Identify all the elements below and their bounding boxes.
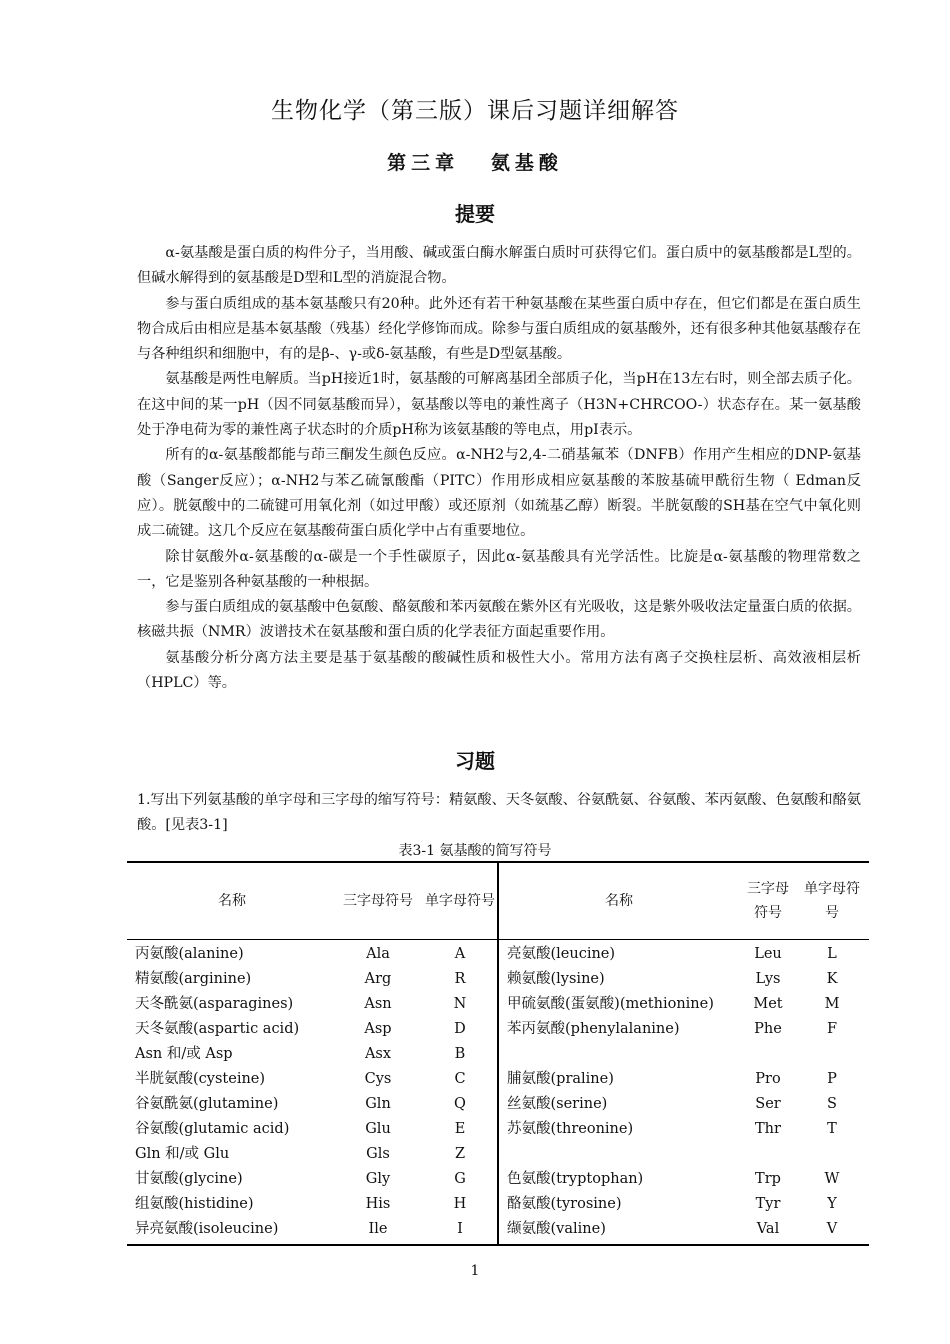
cell-three-letter: His xyxy=(365,1196,391,1212)
header-three-letter: 三字母符号 xyxy=(343,893,413,909)
summary-paragraph: 参与蛋白质组成的基本氨基酸只有20种。此外还有若干种氨基酸在某些蛋白质中存在，但它们都是在蛋白质生物合成后由相应是基本氨基酸（残基）经化学修饰而成。除参与蛋白质组成的氨基酸外，还有很多种其他氨基酸存在与各种组织和细胞中，有的是β-、γ-或δ-氨基酸，有些是D型氨基酸。 xyxy=(137,295,861,363)
cell-name: 甘氨酸(glycine) xyxy=(135,1171,243,1187)
cell-one-letter: R xyxy=(454,971,466,987)
cell-three-letter-right: Ser xyxy=(755,1096,781,1112)
cell-three-letter: Cys xyxy=(364,1071,392,1087)
header-one-letter: 单字母符号 xyxy=(425,893,495,909)
cell-three-letter: Gls xyxy=(366,1146,390,1162)
cell-name: 半胱氨酸(cysteine) xyxy=(135,1071,266,1087)
chapter-name: 氨基酸 xyxy=(490,152,563,174)
cell-one-letter-right: T xyxy=(827,1121,837,1137)
cell-name: 谷氨酰氨(glutamine) xyxy=(135,1096,279,1112)
cell-one-letter-right: K xyxy=(826,971,838,987)
cell-three-letter: Asx xyxy=(364,1046,392,1062)
cell-name-right: 亮氨酸(leucine) xyxy=(507,946,616,962)
chapter-number: 第三章 xyxy=(387,152,460,174)
cell-three-letter: Gly xyxy=(365,1171,391,1187)
header-one-letter-right: 单字母符号 xyxy=(804,881,860,921)
chapter-heading xyxy=(0,148,950,175)
table-row xyxy=(127,1017,869,1042)
cell-three-letter: Gln xyxy=(365,1096,391,1112)
question-1: 1.写出下列氨基酸的单字母和三字母的缩写符号：精氨酸、天冬氨酸、谷氨酰氨、谷氨酸、苯丙氨酸、色氨酸和酪氨酸。[见表3-1] xyxy=(137,792,861,834)
header-three-letter-right: 三字母符号 xyxy=(747,881,789,921)
cell-three-letter-right: Met xyxy=(753,996,783,1012)
cell-name: Asn 和/或 Asp xyxy=(135,1046,233,1062)
page-number: 1 xyxy=(470,1263,480,1279)
cell-name: 谷氨酸(glutamic acid) xyxy=(135,1121,290,1137)
cell-three-letter-right: Thr xyxy=(755,1121,781,1137)
cell-one-letter: I xyxy=(457,1221,463,1237)
cell-one-letter: E xyxy=(454,1121,466,1137)
cell-name-right: 脯氨酸(praline) xyxy=(507,1071,614,1087)
cell-one-letter: B xyxy=(454,1046,466,1062)
cell-name: 天冬氨酸(aspartic acid) xyxy=(135,1021,300,1037)
cell-name-right: 甲硫氨酸(蛋氨酸)(methionine) xyxy=(507,996,714,1012)
cell-one-letter-right: V xyxy=(826,1221,838,1237)
cell-name: 天冬酰氨(asparagines) xyxy=(135,996,294,1012)
cell-three-letter-right: Phe xyxy=(754,1021,782,1037)
cell-three-letter: Arg xyxy=(364,971,392,987)
cell-name: 组氨酸(histidine) xyxy=(135,1196,254,1212)
summary-heading: 提要 xyxy=(455,202,495,226)
cell-name-right: 苯丙氨酸(phenylalanine) xyxy=(507,1021,680,1037)
cell-three-letter: Asp xyxy=(364,1021,392,1037)
cell-name: 精氨酸(arginine) xyxy=(135,971,252,987)
cell-one-letter: A xyxy=(454,946,466,962)
document-title: 生物化学（第三版）课后习题详细解答 xyxy=(271,98,679,124)
table-row xyxy=(127,1067,869,1092)
cell-one-letter-right: L xyxy=(827,946,837,962)
cell-one-letter: H xyxy=(453,1196,467,1212)
cell-three-letter-right: Lys xyxy=(755,971,781,987)
cell-one-letter: G xyxy=(454,1171,466,1187)
cell-name-right: 丝氨酸(serine) xyxy=(507,1096,608,1112)
cell-one-letter-right: F xyxy=(826,1021,838,1037)
cell-one-letter-right: S xyxy=(827,1096,837,1112)
cell-one-letter-right xyxy=(801,1042,863,1067)
table-caption: 表3-1 氨基酸的简写符号 xyxy=(398,843,552,859)
amino-acid-table xyxy=(127,861,869,1246)
table-row xyxy=(127,1117,869,1142)
cell-name: 异亮氨酸(isoleucine) xyxy=(135,1221,279,1237)
cell-name-right: 苏氨酸(threonine) xyxy=(507,1121,634,1137)
cell-one-letter-right xyxy=(801,1142,863,1167)
header-name: 名称 xyxy=(218,893,246,909)
cell-one-letter: Q xyxy=(454,1096,466,1112)
cell-three-letter: Glu xyxy=(365,1121,391,1137)
summary-paragraph: 所有的α-氨基酸都能与茚三酮发生颜色反应。α-NH2与2,4-二硝基氟苯（DNFB）作用产生相应的DNP-氨基酸（Sanger反应）；α-NH2与苯乙硫氰酸酯（PITC）作用形成相应氨基酸的苯胺基硫甲酰衍生物（ Edman反应）。胱氨酸中的二硫键可用氧化剂（如过甲酸）或还原剂（如巯基乙醇）断裂。半胱氨酸的SH基在空气中氧化则成二硫键。这几个反应在氨基酸荷蛋白质化学中占有重要地位。 xyxy=(137,447,861,540)
cell-name: Gln 和/或 Glu xyxy=(135,1146,230,1162)
summary-paragraph: α-氨基酸是蛋白质的构件分子，当用酸、碱或蛋白酶水解蛋白质时可获得它们。蛋白质中的氨基酸都是L型的。但碱水解得到的氨基酸是D型和L型的消旋混合物。 xyxy=(137,245,861,287)
summary-body xyxy=(137,241,861,696)
table-row xyxy=(127,992,869,1017)
cell-three-letter-right: Pro xyxy=(755,1071,781,1087)
cell-three-letter: Asn xyxy=(364,996,392,1012)
cell-one-letter-right: P xyxy=(827,1071,837,1087)
cell-name-right: 赖氨酸(lysine) xyxy=(507,971,605,987)
cell-three-letter-right: Leu xyxy=(754,946,782,962)
cell-one-letter-right: Y xyxy=(827,1196,837,1212)
cell-name-right: 色氨酸(tryptophan) xyxy=(507,1171,644,1187)
cell-one-letter: D xyxy=(454,1021,466,1037)
header-name-right: 名称 xyxy=(605,893,633,909)
cell-name-right: 酪氨酸(tyrosine) xyxy=(507,1196,622,1212)
cell-name-right: 缬氨酸(valine) xyxy=(507,1221,606,1237)
table-row xyxy=(127,942,869,967)
cell-name: 丙氨酸(alanine) xyxy=(135,946,244,962)
summary-paragraph: 参与蛋白质组成的氨基酸中色氨酸、酪氨酸和苯丙氨酸在紫外区有光吸收，这是紫外吸收法定量蛋白质的依据。核磁共振（NMR）波谱技术在氨基酸和蛋白质的化学表征方面起重要作用。 xyxy=(137,599,861,641)
cell-one-letter: Z xyxy=(454,1146,466,1162)
exercises-heading: 习题 xyxy=(455,749,495,773)
cell-three-letter: Ile xyxy=(368,1221,388,1237)
cell-one-letter-right: W xyxy=(824,1171,840,1187)
cell-three-letter-right xyxy=(739,1042,797,1067)
cell-one-letter: N xyxy=(453,996,467,1012)
table-row xyxy=(127,1192,869,1217)
summary-paragraph: 氨基酸分析分离方法主要是基于氨基酸的酸碱性质和极性大小。常用方法有离子交换柱层析、高效液相层析（HPLC）等。 xyxy=(137,649,861,692)
table-row xyxy=(127,1042,869,1067)
table-row xyxy=(127,1092,869,1117)
cell-three-letter-right: Trp xyxy=(755,1171,781,1187)
cell-three-letter-right: Tyr xyxy=(755,1196,781,1212)
cell-three-letter: Ala xyxy=(366,946,390,962)
table-row xyxy=(127,967,869,992)
cell-one-letter-right: M xyxy=(824,996,840,1012)
summary-paragraph: 除甘氨酸外α-氨基酸的α-碳是一个手性碳原子，因此α-氨基酸具有光学活性。比旋是α-氨基酸的物理常数之一，它是鉴别各种氨基酸的一种根据。 xyxy=(137,548,861,590)
cell-one-letter: C xyxy=(454,1071,466,1087)
table-row xyxy=(127,1142,869,1167)
cell-three-letter-right xyxy=(739,1142,797,1167)
table-row xyxy=(127,1167,869,1192)
cell-three-letter-right: Val xyxy=(756,1221,780,1237)
summary-paragraph: 氨基酸是两性电解质。当pH接近1时，氨基酸的可解离基团全部质子化，当pH在13左右时，则全部去质子化。在这中间的某一pH（因不同氨基酸而异），氨基酸以等电的兼性离子（H3N+CHRCOO-）状态存在。某一氨基酸处于净电荷为零的兼性离子状态时的介质pH称为该氨基酸的等电点，用pI表示。 xyxy=(137,371,861,439)
table-row xyxy=(127,1217,869,1242)
